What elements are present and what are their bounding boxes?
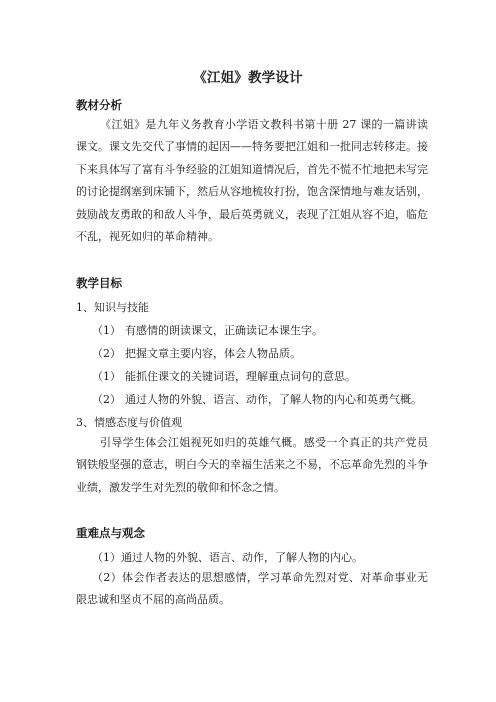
goal-item-number: （1） [92, 370, 121, 383]
section-heading-analysis: 教材分析 [76, 98, 122, 112]
document-title: 《江姐》教学设计 [193, 70, 303, 86]
goal-item-number: （1） [92, 324, 121, 337]
section-heading-goals: 教学目标 [76, 276, 122, 290]
goal-item [92, 345, 301, 361]
goal-item [92, 322, 323, 338]
analysis-paragraph: 《江姐》是九年义务教育小学语文教科书第十册 27 课的一篇讲读课文。课文先交代了事情的起因——特务要把江姐和一批同志转移走。接下来具体写了富有斗争经验的江姐知道情况后，首先不慌不忙地把未写完的讨论提纲塞到床铺下，然后从容地梳妆打扮，饱含深情地与难友话别，鼓励战友勇敢的和敌人斗争，最后英勇就义，表现了江姐从容不迫，临危不乱，视死如归的革命精神。 [76, 118, 428, 244]
goal-category-knowledge: 1、知识与技能 [76, 301, 149, 314]
goal-item [92, 391, 422, 407]
goal-item [92, 368, 356, 384]
goal-item-number: （2） [92, 393, 121, 406]
keypoint-item: （1）通过人物的外貌、语言、动作，了解人物的内心。 [92, 551, 363, 564]
goal-item-text: 通过人物的外貌、语言、动作，了解人物的内心和英勇气概。 [125, 393, 422, 406]
goal-item-text: 有感情的朗读课文，正确读记本课生字。 [125, 324, 323, 337]
goal-category-attitude: 3、情感态度与价值观 [76, 416, 182, 429]
goal-item-text: 把握文章主要内容，体会人物品质。 [125, 347, 301, 360]
goal-item-text: 能抓住课文的关键词语，理解重点词句的意思。 [125, 370, 356, 383]
keypoint-item: （2）体会作者表达的思想感情，学习革命先烈对党、对革命事业无限忠诚和坚贞不屈的高尚品质。 [76, 571, 428, 607]
goal-item-number: （2） [92, 347, 121, 360]
section-heading-keypoints: 重难点与观念 [76, 526, 145, 540]
attitude-paragraph: 引导学生体会江姐视死如归的英雄气概。感受一个真正的共产党员钢铁般坚强的意志，明白今天的幸福生活来之不易，不忘革命先烈的斗争业绩，激发学生对先烈的敬仰和怀念之情。 [76, 436, 428, 494]
